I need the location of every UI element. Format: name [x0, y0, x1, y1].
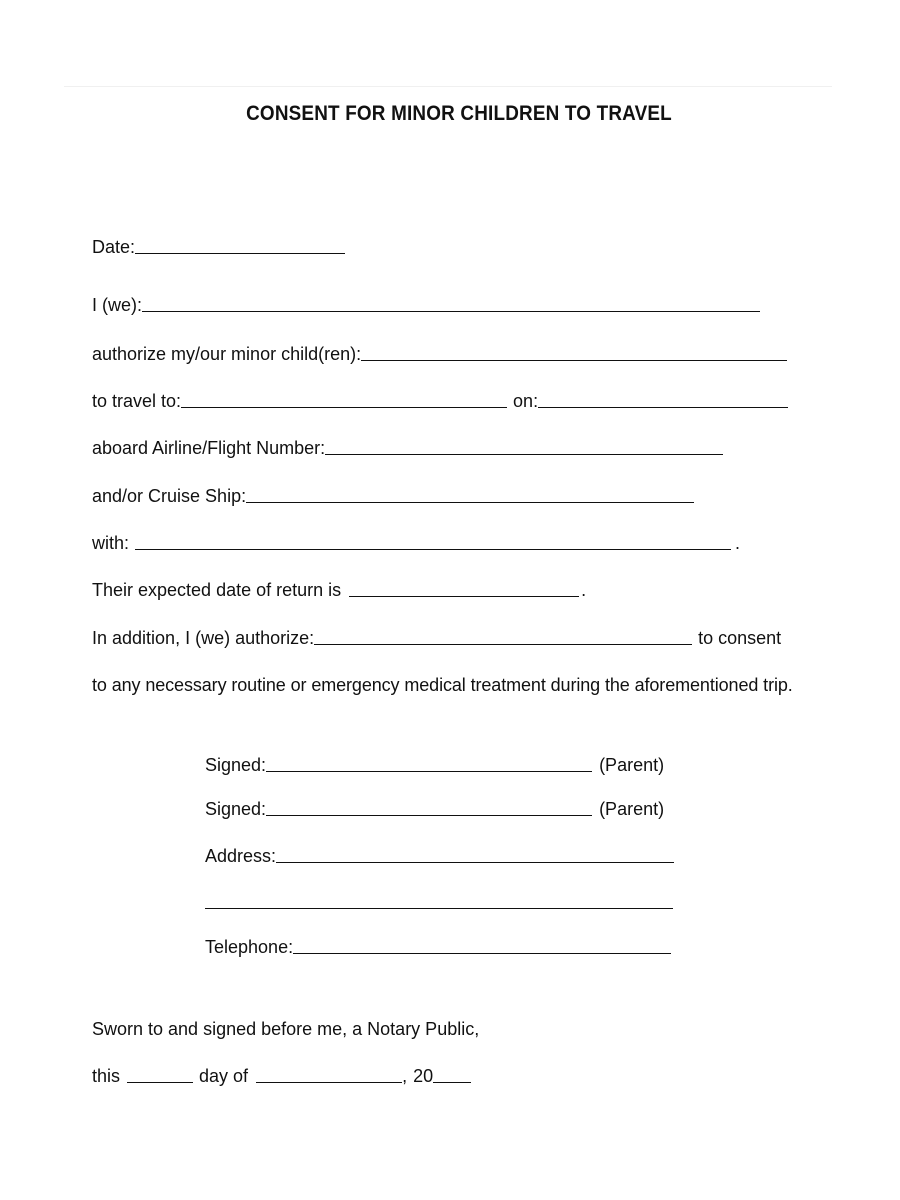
travel-date-field[interactable] — [538, 407, 788, 408]
airline-row — [92, 435, 723, 461]
companion-row — [92, 530, 740, 556]
period: . — [581, 580, 587, 600]
child-row — [92, 341, 787, 367]
signed-label: Signed: — [205, 799, 267, 819]
address-row — [205, 843, 674, 869]
names-label: I (we): — [92, 295, 143, 315]
airline-label: aboard Airline/Flight Number: — [92, 438, 326, 458]
parent-signature-field-1[interactable] — [266, 771, 592, 772]
address-row-2 — [205, 889, 673, 915]
medical-text: to any necessary routine or emergency medical treatment during the aforementioned trip. — [92, 675, 793, 695]
address-label: Address: — [205, 846, 277, 866]
cruise-field[interactable] — [246, 502, 694, 503]
signature-row-2 — [205, 796, 664, 822]
header-divider — [64, 86, 832, 87]
form-title: CONSENT FOR MINOR CHILDREN TO TRAVEL — [246, 102, 672, 125]
return-date-field[interactable] — [349, 596, 579, 597]
authorize-row — [92, 625, 781, 651]
comma: , — [402, 1066, 408, 1086]
authorize-child-label: authorize my/our minor child(ren): — [92, 344, 362, 364]
parent-signature-field-2[interactable] — [266, 815, 592, 816]
period: . — [735, 533, 741, 553]
notary-month-field[interactable] — [256, 1082, 402, 1083]
notary-text: Sworn to and signed before me, a Notary Public, — [92, 1019, 480, 1039]
child-names-field[interactable] — [361, 360, 787, 361]
notary-row — [92, 1016, 479, 1042]
parent-label: (Parent) — [599, 755, 665, 775]
address-field[interactable] — [276, 862, 674, 863]
return-label: Their expected date of return is — [92, 580, 342, 600]
airline-field[interactable] — [325, 454, 723, 455]
travel-to-label: to travel to: — [92, 391, 182, 411]
telephone-row — [205, 934, 671, 960]
telephone-field[interactable] — [293, 953, 671, 954]
date-row — [92, 234, 345, 260]
with-label: with: — [92, 533, 130, 553]
destination-field[interactable] — [181, 407, 507, 408]
names-field[interactable] — [142, 311, 760, 312]
on-label: on: — [513, 391, 539, 411]
notary-year-field[interactable] — [433, 1082, 471, 1083]
year-prefix: 20 — [413, 1066, 434, 1086]
date-field[interactable] — [135, 253, 345, 254]
signature-row-1 — [205, 752, 664, 778]
names-row — [92, 292, 760, 318]
signed-label: Signed: — [205, 755, 267, 775]
companion-field[interactable] — [135, 549, 731, 550]
medical-row — [92, 672, 793, 698]
destination-row — [92, 388, 788, 414]
telephone-label: Telephone: — [205, 937, 294, 957]
notary-day-field[interactable] — [127, 1082, 193, 1083]
notary-date-row — [92, 1063, 471, 1089]
authorized-person-field[interactable] — [314, 644, 692, 645]
this-label: this — [92, 1066, 121, 1086]
day-of-label: day of — [199, 1066, 249, 1086]
address-line-2-field[interactable] — [205, 908, 673, 909]
parent-label: (Parent) — [599, 799, 665, 819]
cruise-label: and/or Cruise Ship: — [92, 486, 247, 506]
additional-label: In addition, I (we) authorize: — [92, 628, 315, 648]
cruise-row — [92, 483, 694, 509]
date-label: Date: — [92, 237, 136, 257]
to-consent-text: to consent — [698, 628, 782, 648]
return-row — [92, 577, 586, 603]
